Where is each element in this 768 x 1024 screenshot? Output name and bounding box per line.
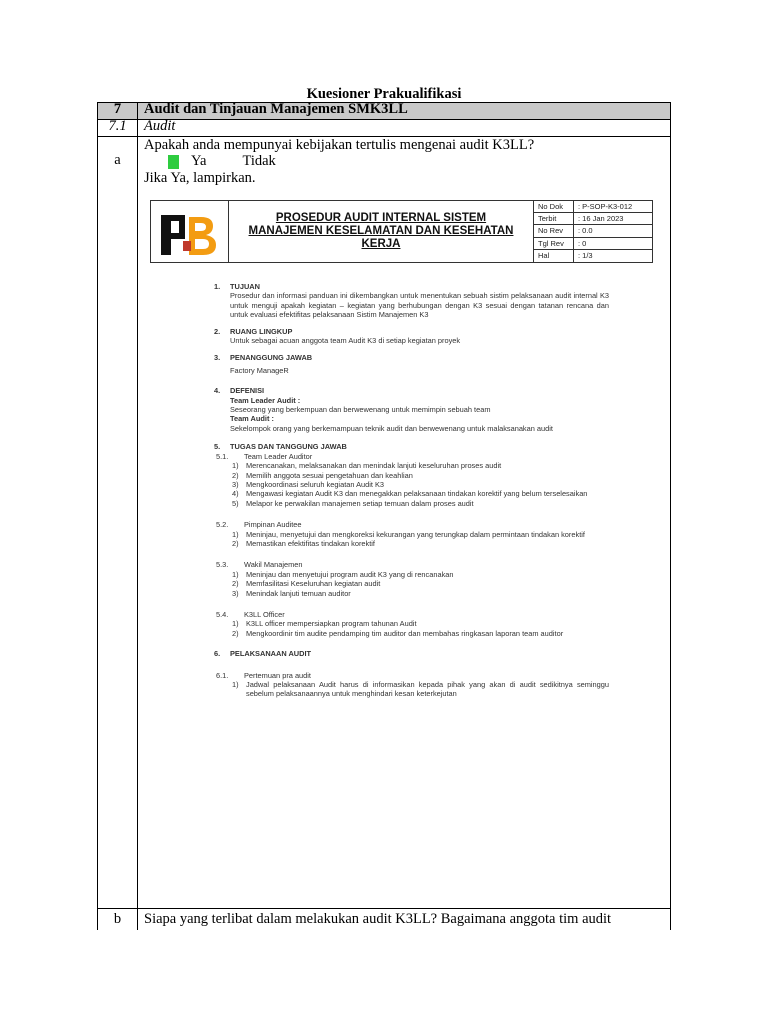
section-heading-text: TUGAS DAN TANGGUNG JAWAB [230, 442, 347, 452]
definition-term: Team Leader Audit : [230, 395, 301, 405]
subsection-num: 5.1. [216, 451, 229, 461]
list-item: 1) Meninjau, menyetujui dan mengkoreksi kekurangan yang terungkap dalam permintaan tindakan korektif [232, 529, 585, 539]
attachment-note: Jika Ya, lampirkan. [144, 170, 256, 186]
section-heading-text: DEFENISI [230, 386, 265, 396]
subsection-heading-text: Pertemuan pra audit [244, 670, 311, 680]
section-heading [214, 649, 609, 658]
sop-title [229, 201, 534, 262]
section-paragraph: Untuk sebagai acuan anggota team Audit K3 di setiap kegiatan proyek [230, 336, 461, 346]
section-heading [214, 282, 609, 291]
section-paragraph: Factory ManageR [230, 365, 289, 375]
meta-key: Tgl Rev [534, 238, 574, 249]
subsection-heading [214, 610, 609, 619]
subsection-heading-text: Pimpinan Auditee [244, 520, 302, 530]
meta-row [534, 225, 652, 237]
subsection-num: 6.1. [216, 670, 229, 680]
section-heading [214, 442, 609, 451]
meta-key: Terbit [534, 213, 574, 224]
sop-header [150, 200, 653, 263]
section-paragraph: Prosedur dan informasi panduan ini dikembangkan untuk menentukan sebuah sistim pelaksanaan audit internal K3 untuk menguji apakah kegiatan – kegiatan yang berhubungan dengan K3 sesuai dengan tatanan rencana dan untuk evaluasi efektifitas pelaksanaan Sistim Manajemen K3 [230, 291, 609, 320]
list-item: 1) K3LL officer mempersiapkan program tahunan Audit [232, 619, 417, 629]
meta-key: No Rev [534, 225, 574, 236]
section-num: 6. [214, 649, 221, 659]
question-a-choices [168, 153, 276, 170]
subsection-heading [214, 452, 609, 461]
list-item: 5) Melapor ke perwakilan manajemen setiap temuan dalam proses audit [232, 498, 474, 508]
subsection-number: 7.1 [108, 118, 127, 134]
section-number: 7 [113, 101, 122, 117]
table-row-divider [97, 119, 671, 120]
list-item: 2) Memastikan efektifitas tindakan korektif [232, 538, 375, 548]
subsection-num: 5.3. [216, 560, 229, 570]
list-item: 2) Memilih anggota sesuai pengetahuan dan keahlian [232, 470, 413, 480]
subsection-heading-text: K3LL Officer [244, 609, 285, 619]
table-column-divider [137, 102, 138, 930]
section-num: 4. [214, 386, 221, 396]
meta-value: : 1/3 [578, 251, 593, 261]
subsection-heading [214, 671, 609, 680]
pb-logo-icon [161, 215, 221, 255]
meta-row [534, 238, 652, 250]
section-heading [214, 386, 609, 395]
list-item: 1) Meninjau dan menyetujui program audit K3 yang di rencanakan [232, 569, 454, 579]
sop-title-line: MANAJEMEN KESELAMATAN DAN KESEHATAN [248, 225, 514, 237]
list-item: 1) Jadwal pelaksanaan Audit harus di informasikan kepada pihak yang akan di audit sedikitnya seminggu sebelum pelaksanaannya untuk menghindari kesan keterkejutan [232, 680, 609, 699]
meta-value: : P-SOP-K3-012 [578, 202, 633, 212]
subsection-heading [214, 520, 609, 529]
meta-value: : 0.0 [578, 226, 593, 236]
meta-key: No Dok [534, 201, 574, 212]
option-no-label[interactable]: Tidak [242, 153, 276, 169]
sop-body [214, 282, 609, 699]
section-num: 1. [214, 282, 221, 291]
company-logo [151, 201, 229, 262]
definition-text: Sekelompok orang yang berkemampuan teknik audit dan berwewenang untuk malaksanakan audit [230, 423, 553, 433]
list-item: 3) Menindak lanjuti temuan auditor [232, 588, 351, 598]
meta-row [534, 250, 652, 262]
sop-document-image [150, 200, 655, 699]
subsection-heading-text: Team Leader Auditor [244, 451, 313, 461]
subsection-num: 5.2. [216, 520, 229, 530]
section-heading [214, 327, 609, 336]
sop-title-line: KERJA [361, 238, 401, 250]
question-b-label: b [113, 911, 122, 927]
section-num: 3. [214, 353, 221, 363]
section-num: 5. [214, 442, 221, 452]
sop-title-line: PROSEDUR AUDIT INTERNAL SISTEM [275, 212, 487, 224]
meta-row [534, 213, 652, 225]
document-title: Kuesioner Prakualifikasi [306, 86, 462, 102]
list-item: 1) Merencanakan, melaksanakan dan menindak lanjuti keseluruhan proses audit [232, 461, 502, 471]
definition-term: Team Audit : [230, 414, 274, 424]
section-heading-text: RUANG LINGKUP [230, 326, 293, 336]
question-b-text: Siapa yang terlibat dalam melakukan audit K3LL? Bagaimana anggota tim audit [144, 911, 612, 927]
meta-value: : 16 Jan 2023 [578, 214, 624, 224]
subsection-num: 5.4. [216, 609, 229, 619]
subsection-heading [214, 560, 609, 569]
yes-checkbox-checked[interactable] [168, 155, 179, 169]
meta-row [534, 201, 652, 213]
section-num: 2. [214, 326, 221, 336]
list-item: 4) Mengawasi kegiatan Audit K3 dan menegakkan pelaksanaan tindakan korektif yang belum terselesaikan [232, 489, 588, 499]
list-item: 3) Mengkoordinasi seluruh kegiatan Audit K3 [232, 479, 385, 489]
definition-text: Seseorang yang berkempuan dan berwewenang untuk memimpin sebuah team [230, 405, 491, 415]
table-row-divider [97, 908, 671, 909]
question-a-label: a [114, 152, 121, 168]
subsection-title: Audit [144, 118, 176, 134]
section-heading [214, 353, 609, 362]
section-heading-text: PENANGGUNG JAWAB [230, 353, 313, 363]
list-item: 2) Memfasilitasi Keseluruhan kegiatan audit [232, 579, 381, 589]
meta-key: Hal [534, 250, 574, 262]
list-item: 2) Mengkoordinir tim audite pendamping tim auditor dan membahas ringkasan laporan team auditor [232, 628, 564, 638]
section-heading-text: TUJUAN [230, 282, 260, 291]
question-a-text: Apakah anda mempunyai kebijakan tertulis mengenai audit K3LL? [144, 137, 535, 153]
meta-value: : 0 [578, 238, 587, 248]
sop-metadata-table [534, 201, 652, 262]
subsection-heading-text: Wakil Manajemen [244, 560, 303, 570]
section-heading-text: PELAKSANAAN AUDIT [230, 649, 312, 659]
section-title: Audit dan Tinjauan Manajemen SMK3LL [144, 101, 408, 117]
option-yes-label: Ya [191, 153, 207, 169]
